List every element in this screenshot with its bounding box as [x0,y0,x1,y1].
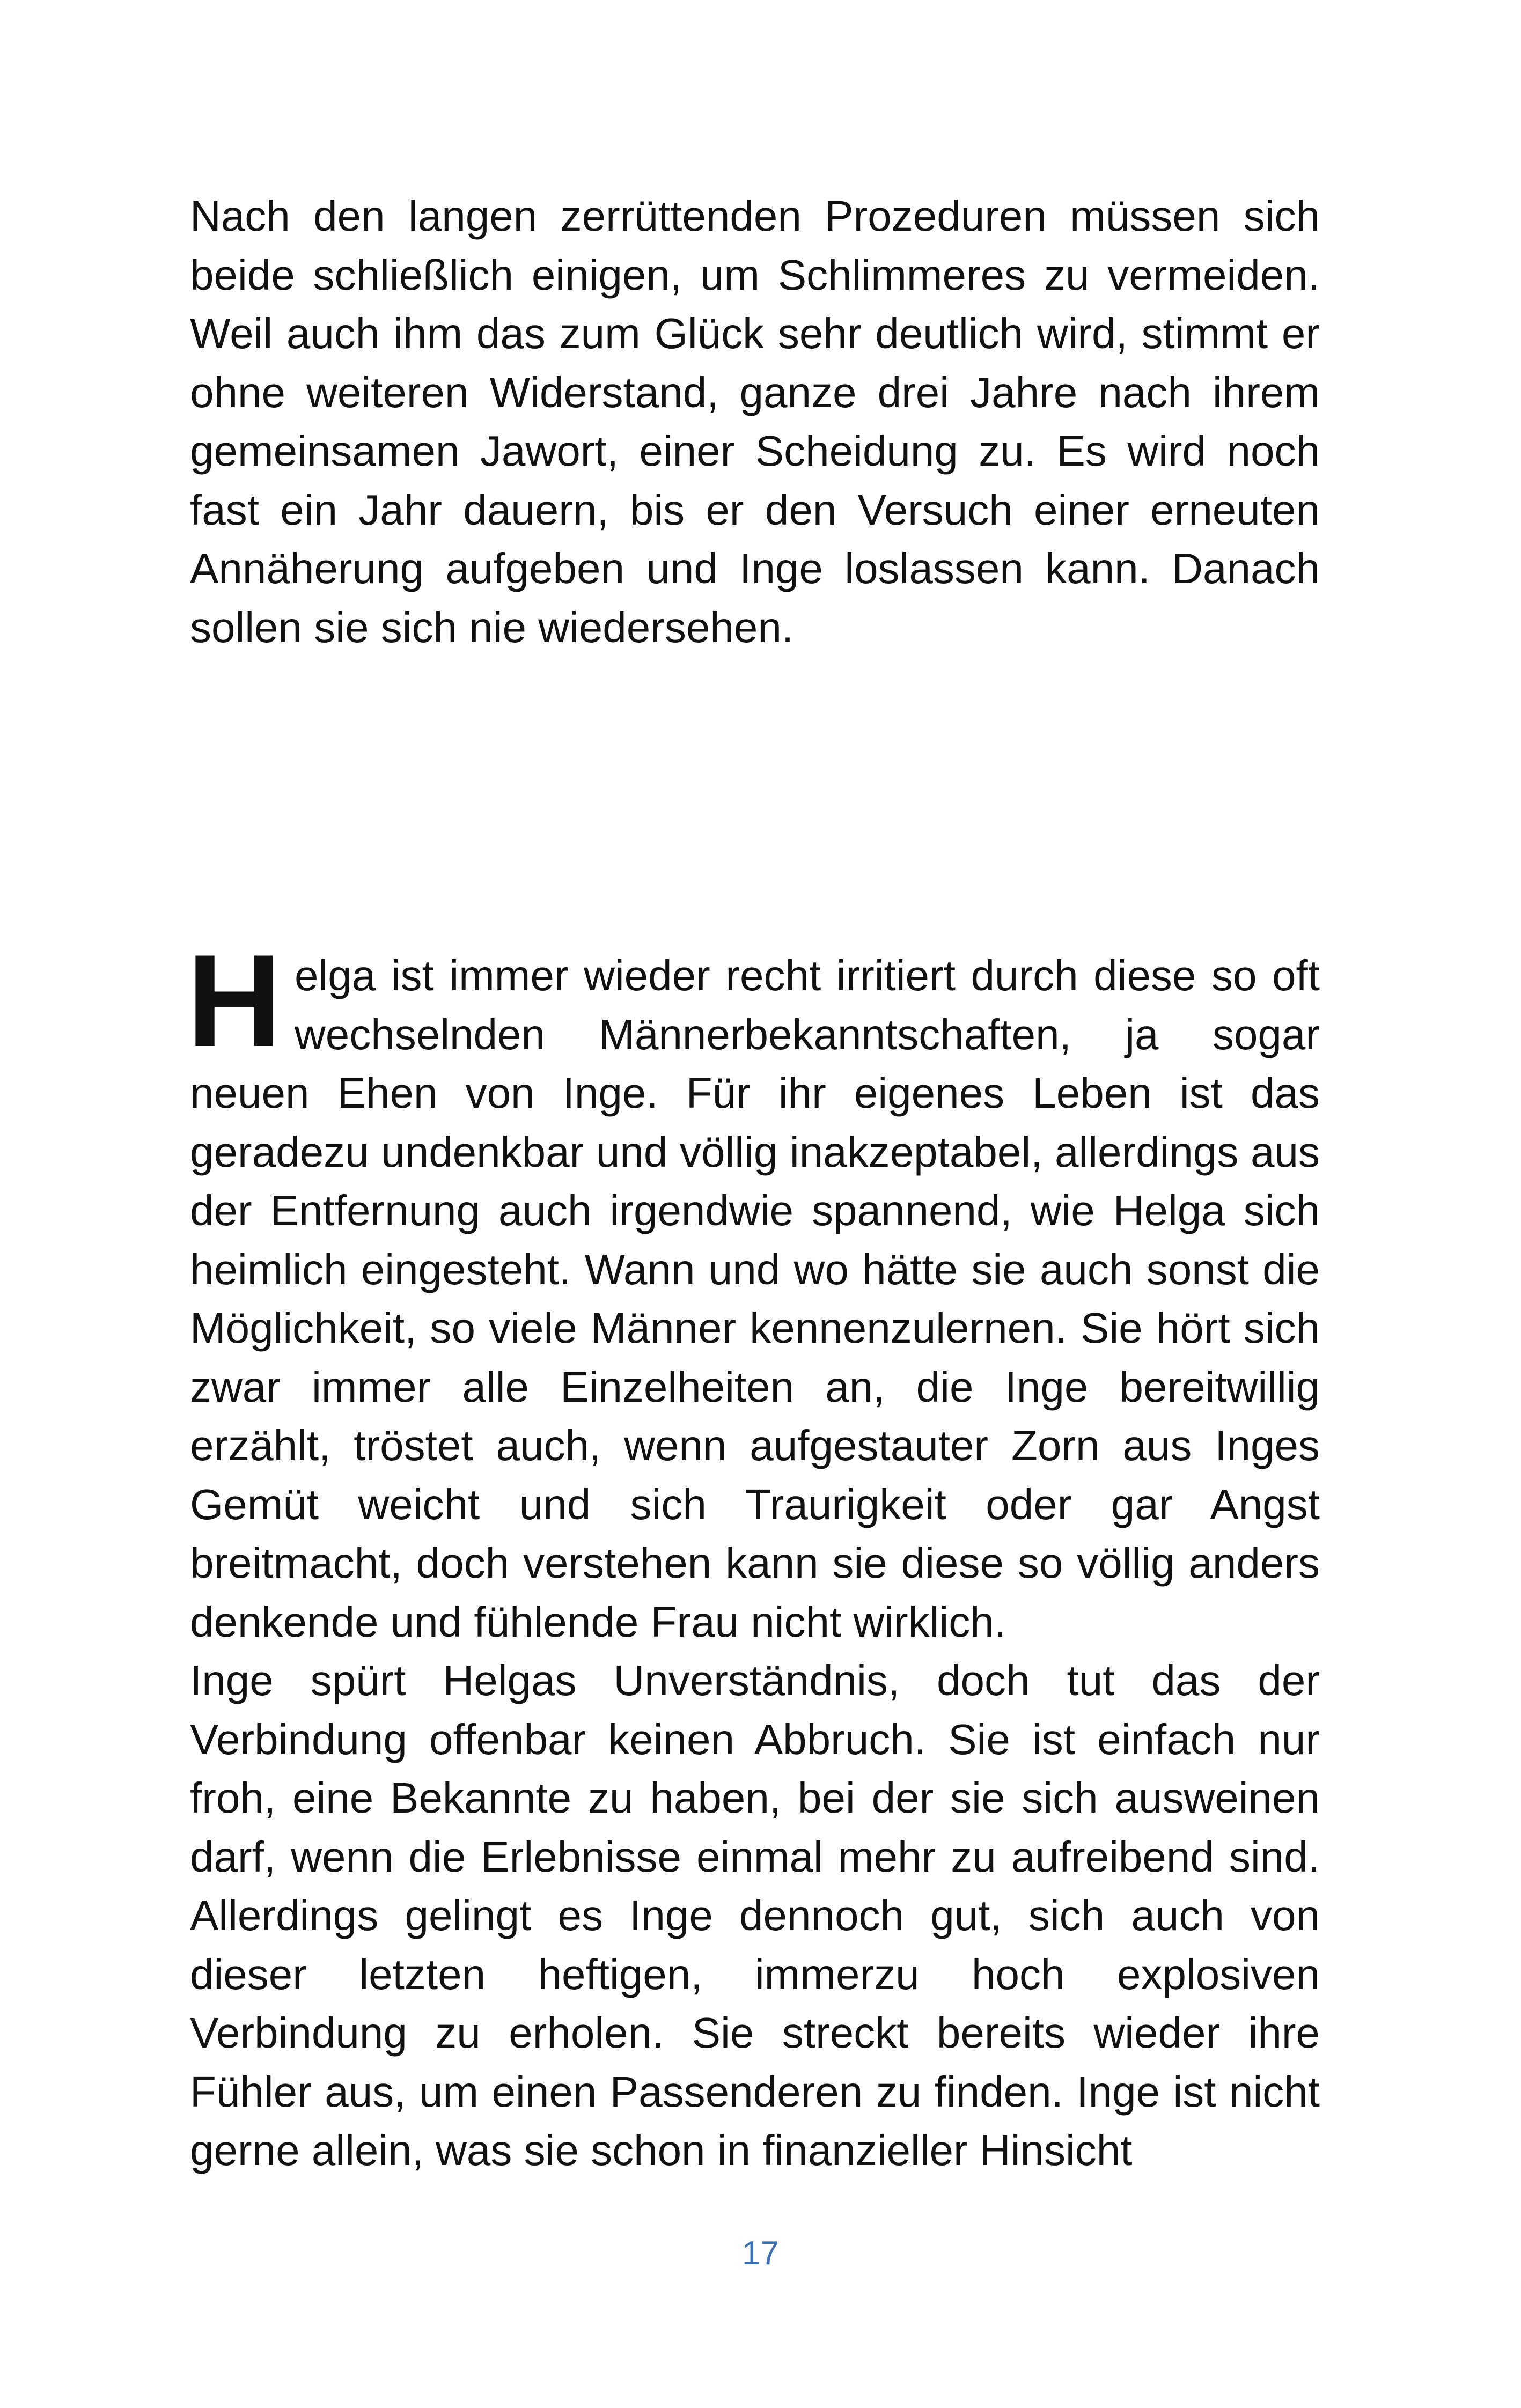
drop-cap-letter: H [187,927,282,1074]
text-block-helga [187,927,1320,2180]
text-block-intro [190,187,1320,657]
paragraph-inge: Inge spürt Helgas Unverständnis, doch tut das der Verbindung offenbar keinen Abbruch. Sie ist einfach nur froh, eine Bekannte zu haben, bei der sie sich ausweinen darf, wenn die Erlebnisse einmal mehr zu aufreibend sind. Allerdings gelingt es Inge dennoch gut, sich auch von dieser letzten heftigen, immerzu hoch explosiven Verbindung zu erholen. Sie streckt bereits wieder ihre Fühler aus, um einen Passenderen zu finden. Inge ist nicht gerne allein, was sie schon in finanzieller Hinsicht [190,1656,1320,2174]
paragraph-helga [187,927,1320,1651]
paragraph-helga-text: elga ist immer wieder recht irritiert durch diese so oft wechselnden Männerbekanntschaften, ja sogar neuen Ehen von Inge. Für ihr eigenes Leben ist das geradezu undenkbar und völlig inakzeptabel, allerdings aus der Entfernung auch irgendwie spannend, wie Helga sich heimlich eingesteht. Wann und wo hätte sie auch sonst die Möglichkeit, so viele Männer kennenzulernen. Sie hört sich zwar immer alle Einzelheiten an, die Inge bereitwillig erzählt, tröstet auch, wenn aufgestauter Zorn aus Inges Gemüt weicht und sich Traurigkeit oder gar Angst breitmacht, doch verstehen kann sie diese so völlig anders denkende und fühlende Frau nicht wirklich. [190,952,1320,1646]
page-number: 17 [742,2235,779,2272]
paragraph-scheidung: Nach den langen zerrüttenden Prozeduren müssen sich beide schließlich einigen, um Schlimmeres zu vermeiden. Weil auch ihm das zum Glück sehr deutlich wird, stimmt er ohne weiteren Widerstand, ganze drei Jahre nach ihrem gemeinsamen Jawort, einer Scheidung zu. Es wird noch fast ein Jahr dauern, bis er den Versuch einer erneuten Annäherung aufgeben und Inge loslassen kann. Danach sollen sie sich nie wiedersehen. [190,192,1320,651]
